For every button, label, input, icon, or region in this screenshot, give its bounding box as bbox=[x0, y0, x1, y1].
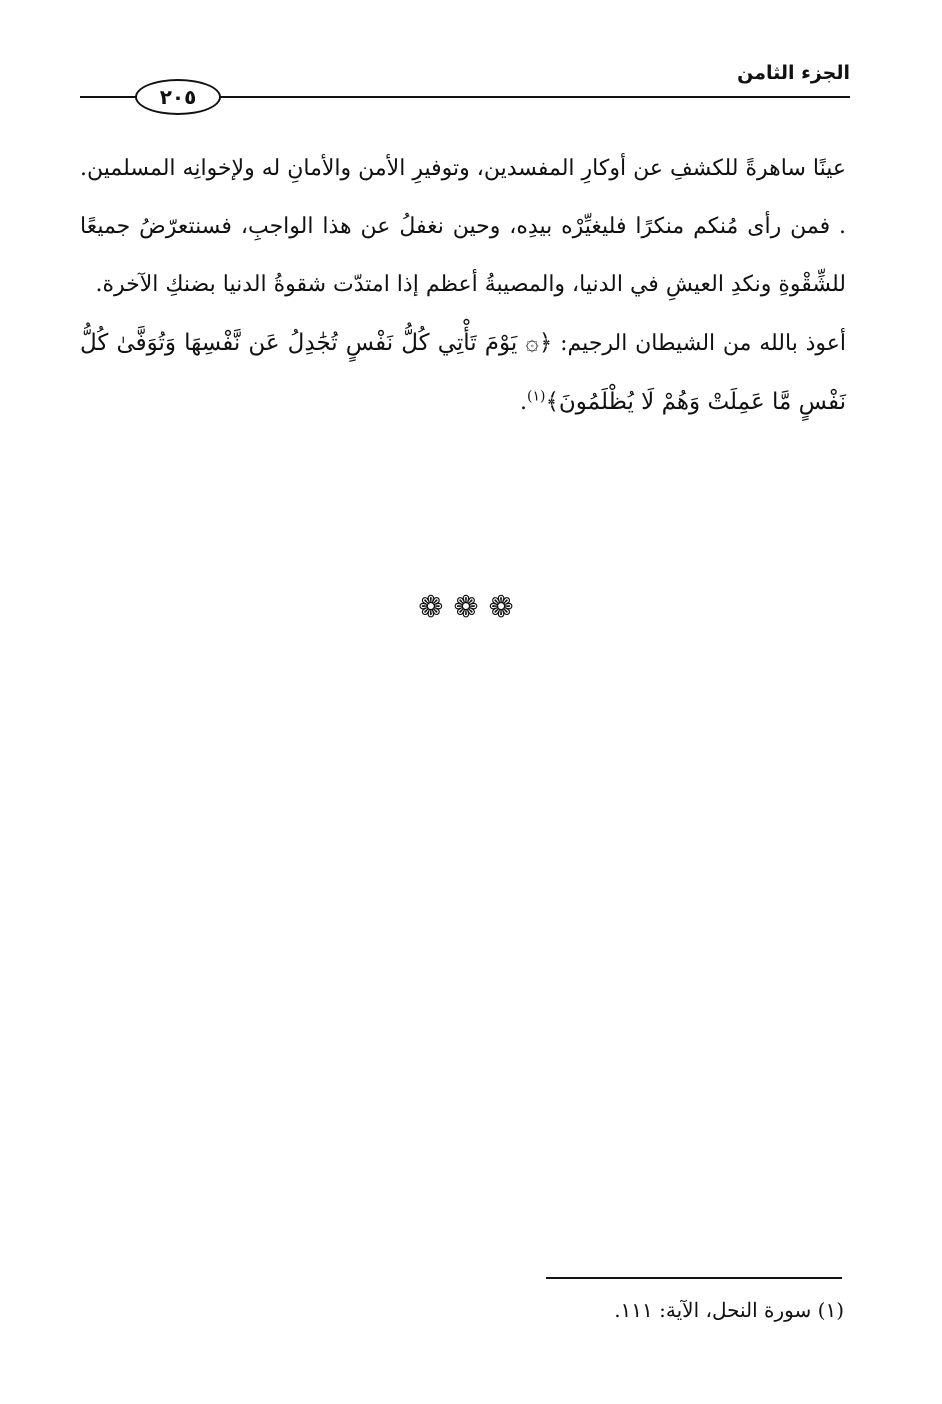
paragraph-1: عينًا ساهرةً للكشفِ عن أوكارِ المفسدين، وتوفيرِ الأمن والأمانِ له ولإخوانِه المسلمين. . فمن رأى مُنكم منكرًا فليغيِّرْه بيدِه، وحين نغفلُ عن هذا الواجبِ، فسنتعرّضُ جميعًا للشِّقْوةِ ونكدِ العيشِ في الدنيا، والمصيبةُ أعظم إذا امتدّت شقوةُ الدنيا بضنكِ الآخرة. bbox=[80, 156, 846, 297]
volume-title: الجزء الثامن bbox=[737, 62, 850, 84]
main-text bbox=[80, 140, 846, 432]
footnote-marker: (١) bbox=[526, 388, 546, 405]
paragraph-2-end: . bbox=[519, 390, 527, 415]
paragraph-2-intro: أعوذ بالله من الشيطان الرجيم: bbox=[552, 331, 846, 356]
paragraph-2 bbox=[80, 314, 846, 432]
footnote-rule bbox=[546, 1277, 842, 1279]
page-header bbox=[0, 0, 942, 140]
page-number: ٢٠٥ bbox=[135, 79, 221, 115]
section-ornament-icon: ❁❁❁ bbox=[418, 590, 524, 625]
quran-verse: ﴿۞ يَوْمَ تَأْتِي كُلُّ نَفْسٍ تُجَٰدِلُ عَن نَّفْسِهَا وَتُوَفَّىٰ كُلُّ نَفْسٍ مَّا عَمِلَتْ وَهُمْ لَا يُظْلَمُونَ﴾ bbox=[80, 330, 846, 415]
footnote: (١) سورة النحل، الآية: ١١١. bbox=[614, 1298, 844, 1322]
